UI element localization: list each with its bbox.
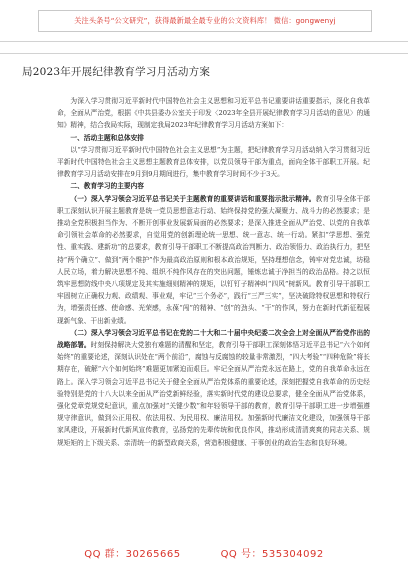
document-body (57, 95, 370, 449)
section-heading-2: 二、教育学习的主要内容 (70, 182, 144, 191)
top-promo-banner: 关注头条号“公文研究”，获得最新最全最专业的公文资料库！ 微信：gongwenyj (38, 10, 372, 32)
item-1-paragraph (57, 193, 370, 327)
footer-contact (0, 545, 408, 560)
item-2-body: 时刻保持解决大党独有难题的清醒和坚定，教育引导干部职工深刻体悟习近平总书记“六个如何始终”的重要论述，深刻认识处在“两个前沿”，腐蚀与反腐蚀的较量非常激烈，“四大考验”“四种危险”将长期存在，破解“六个如何始终”难题更加紧迫而艰巨。牢记全面从严治党永远在路上，党的自我革命永远在路上。深入学习领会习近平总书记关于健全全面从严治党体系的重要论述，深刻把握党自我革命的历史经验特别是党的十八大以来全面从严治党新鲜经验，落实新时代党的建设总要求，健全全面从严治党体系，强化党章党规党纪意识，重点加强对“关键少数”和年轻领导干部的教育，教育引导干部职工进一步增强遵规守律意识，做到公正用权、依法用权、为民用权、廉洁用权。加强新时代廉洁文化建设，加强领导干部家风建设，开展新时代新风宣传教育，弘扬党的先辈传统和优良作风，推动形成清清爽爽的同志关系、规规矩矩的上下级关系、亲清统一的新型政商关系，营造积极健康、干事创业的政治生态和良好环境。 (57, 341, 370, 447)
footer-qq-number: QQ 号：535304092 (220, 549, 324, 560)
footer-qq-group: QQ 群：30265665 (84, 549, 181, 560)
section-heading-1: 一、活动主题和总体安排 (70, 133, 144, 142)
document-title: 局2023年开展纪律教育学习月活动方案 (22, 66, 211, 78)
item-2-paragraph (57, 327, 370, 449)
header-divider-secondary (0, 53, 408, 54)
item-2-lead: （二）深入学习领会习近平总书记在党的二十大和二十届中央纪委二次全会上对全面从严治党作出的战略部署。 (57, 328, 370, 350)
section-1-paragraph: 以“学习贯彻习近平新时代中国特色社会主义思想”为主题，把纪律教育学习月活动纳入学习贯彻习近平新时代中国特色社会主义思想主题教育总体安排，以党员领导干部为重点，面向全体干部职工开展。纪律教育学习月活动安排在9月到9月期间进行，集中教育学习时间不少于3天。 (57, 145, 370, 179)
intro-paragraph: 为深入学习贯彻习近平新时代中国特色社会主义思想和习近平总书记重要讲话重要指示，深化自我革命，全面从严治党，根据《中共县委办公室关于印发〈2023年全县开展纪律教育学习月活动的意见〉的通知》精神，结合我局实际，现制定我局2023年纪律教育学习月活动方案如下： (57, 97, 370, 130)
item-1-lead: （一）深入学习领会习近平总书记关于主题教育的重要讲话和重要指示批示精神。 (70, 194, 316, 203)
header-divider (0, 41, 408, 42)
item-1-body: 教育引导全体干部职工深刻认识开展主题教育是统一党员思想意志行动、始终保持党的强大凝聚力、战斗力的必然要求；是推动全党积极担当作为、不断开创事业发展新局面的必然要求；是深入推进全面从严治党、以党的自我革命引领社会革命的必然要求，自觉用党的创新理论统一思想、统一意志、统一行动。紧扣“学思想、强党性、重实践、建新功”的总要求，教育引导干部职工不断提高政治判断力、政治领悟力、政治执行力，把坚持“两个确立”、做到“两个维护”作为最高政治原则和根本政治规矩，坚持理想信念，铸牢对党忠诚，坊稳人民立场，着力解决思想不纯、组织不纯作风存在的突出问题，锤炼忠诚于净担当的政治品格。持之以恒筑牢思想防线中央八项规定及其实施细则精神的规矩，以钉钉子精神纠“四风”树新风。教育引导干部职工牢固树立正确权力观、政绩观、事业观，牢记“三个务必”，践行“三严三实”，坚决破除特权思想和特权行为，增强责任感、使命感、光荣感，永葆“闯”的精神、“创”的劲头、“干”的作风，努力在新时代新征程展现新气象、干出新业绩。 (57, 194, 370, 325)
